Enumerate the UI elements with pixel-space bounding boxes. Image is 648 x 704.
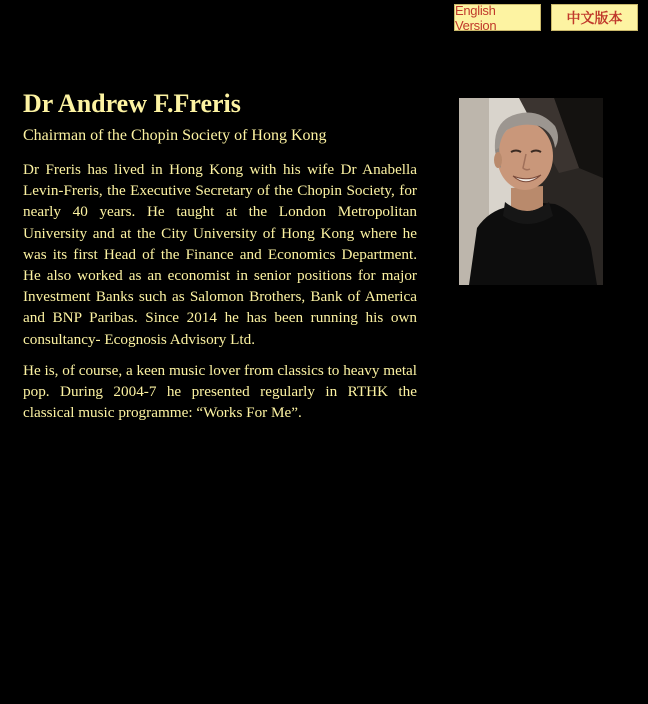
chinese-version-button[interactable] xyxy=(551,4,638,31)
profile-name: Dr Andrew F.Freris xyxy=(23,89,241,118)
bio-paragraph: Dr Freris has lived in Hong Kong with his wife Dr Anabella Levin-Freris, the Executive Secretary of the Chopin Society, for nearly 40 years. He taught at the London Metropolitan University and at the City University of Hong Kong where he was its first Head of the Finance and Economics Department. He also worked as an economist in senior positions for major Investment Banks such as Salomon Brothers, Bank of America and BNP Paribas. Since 2014 he has been running his own consultancy- Ecognosis Advisory Ltd. xyxy=(23,161,417,348)
bio-paragraph: He is, of course, a keen music lover from classics to heavy metal pop. During 2004-7 he presented regularly in RTHK the classical music programme: “Works For Me”. xyxy=(23,361,417,422)
profile-photo xyxy=(459,98,603,285)
profile-title: Chairman of the Chopin Society of Hong Kong xyxy=(23,127,327,144)
profile-bio xyxy=(23,159,417,433)
english-version-button[interactable] xyxy=(454,4,541,31)
english-version-label: English Version xyxy=(455,2,497,33)
chinese-version-label: 中文版本 xyxy=(566,9,623,26)
